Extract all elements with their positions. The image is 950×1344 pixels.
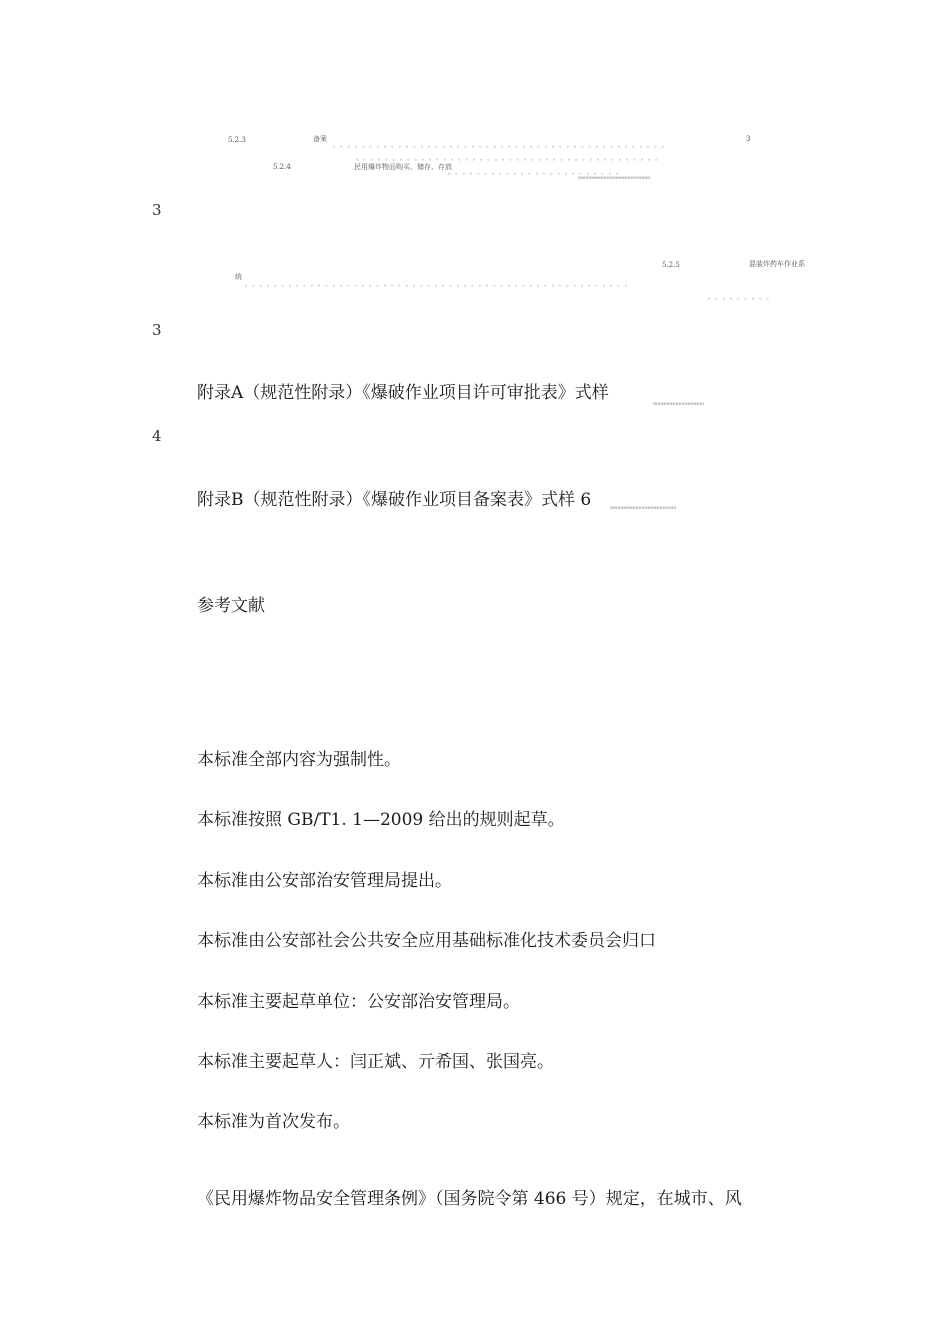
toc-524-dense-leader: oooooooooooooooooooooooo	[578, 175, 651, 181]
toc-appendix-a-leader: ooooooooooooooooo	[653, 401, 705, 407]
toc-references: 参考文献	[197, 596, 265, 616]
toc-appendix-b-leader: oooooooooooooooooooooo	[610, 505, 677, 511]
preface-line: 《民用爆炸物品安全管理条例》（国务院令第 466 号）规定，在城市、风	[197, 1189, 742, 1209]
toc-525-leader-2: 。。。。。。。。。	[708, 294, 777, 301]
toc-524-label: 民用爆炸物品购买、储存、存放	[354, 163, 452, 171]
toc-525-label: 混装炸药车作业系	[749, 260, 805, 268]
preface-line: 本标准主要起草人：闫正斌、亓希国、张国亮。	[197, 1052, 554, 1072]
toc-page-number: 4	[152, 427, 162, 445]
toc-page-number: 3	[152, 321, 162, 339]
preface-line: 本标准全部内容为强制性。	[197, 750, 401, 770]
toc-page-number: 3	[152, 201, 162, 219]
toc-524-leader: 。。。。。。。。。。。。。。。。。。。。。。。。	[448, 169, 627, 176]
toc-523-label: 备案	[313, 135, 327, 143]
toc-525-leader: 。。。。。。。。。。。。。。。。。。。。。。。。。。。。。。。。。。。。。。。。。。。。。。。。。。。。。	[245, 281, 635, 288]
preface-line: 本标准主要起草单位：公安部治安管理局。	[197, 992, 520, 1012]
toc-525-number: 5.2.5	[662, 261, 680, 269]
preface-line: 本标准按照 GB/T1. 1—2009 给出的规则起草。	[197, 810, 565, 830]
preface-line: 本标准由公安部社会公共安全应用基础标准化技术委员会归口	[197, 931, 656, 951]
preface-line: 本标准为首次发布。	[197, 1112, 350, 1132]
preface-line: 本标准由公安部治安管理局提出。	[197, 871, 452, 891]
toc-appendix-b: 附录B（规范性附录）《爆破作业项目备案表》式样 6	[197, 490, 592, 510]
toc-appendix-a: 附录A（规范性附录）《爆破作业项目许可审批表》式样	[197, 383, 609, 403]
toc-524-leader-before: 。。。。。。。。。。。。。。。。。。。。。。。。。。。。。。。。。。。。。。。。。。	[356, 155, 666, 162]
toc-523-page: 3	[746, 135, 751, 143]
toc-523-leader: 。。。。。。。。。。。。。。。。。。。。。。。。。。。。。。。。。。。。。。。。。。。。。。	[333, 142, 672, 149]
toc-524-number: 5.2.4	[273, 163, 291, 171]
toc-523-number: 5.2.3	[228, 136, 246, 144]
toc-525-label-cont: 统	[235, 273, 242, 281]
